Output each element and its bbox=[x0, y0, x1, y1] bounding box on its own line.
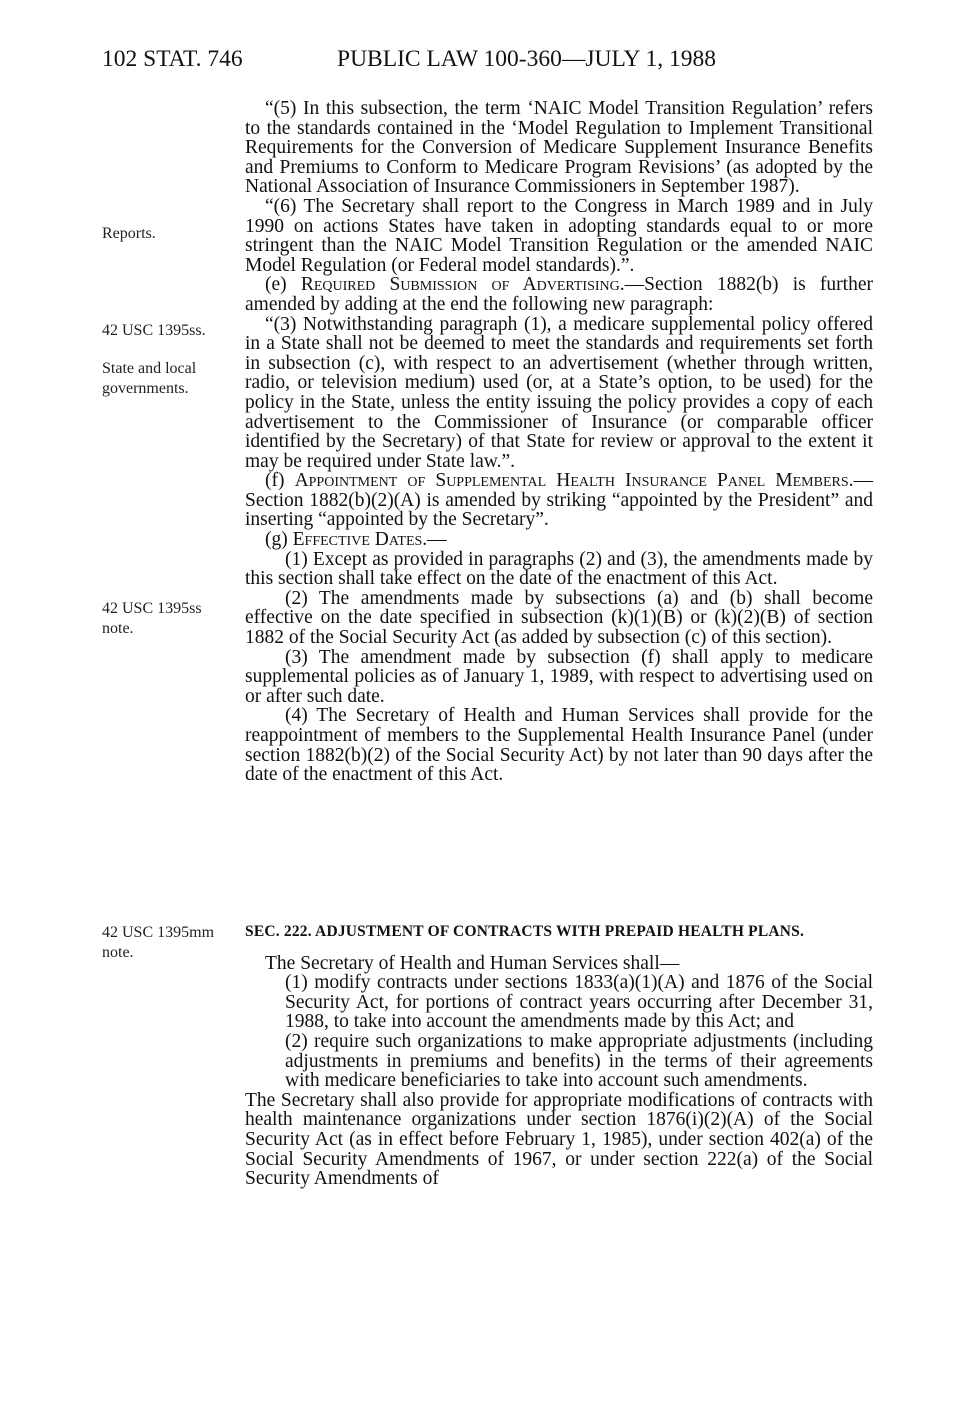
margin-note-usc-1395ss-note bbox=[102, 599, 202, 639]
paragraph-5: “(5) In this subsection, the term ‘NAIC Model Transition Regulation’ refers to the standards contained in the ‘Model Regulation to Implement Transitional Requirements for the Conversion of Medicare Supplement Insurance Benefits and Premiums to Conform to Medicare Program Revisions’ (as adopted by the National Association of Insurance Commissioners in September 1987). bbox=[245, 98, 873, 198]
main-text-column bbox=[245, 99, 873, 785]
margin-note-state-local bbox=[102, 359, 196, 399]
running-title: PUBLIC LAW 100-360—JULY 1, 1988 bbox=[337, 46, 716, 72]
margin-note-usc-1395mm-note bbox=[102, 923, 214, 963]
subsection-g bbox=[245, 530, 873, 550]
margin-note-line: note. bbox=[102, 620, 134, 637]
subsection-label: (e) bbox=[265, 274, 287, 296]
paragraph-6: “(6) The Secretary shall report to the Congress in March 1989 and in July 1990 on actions States have taken in adopting standards equal to or more stringent than the NAIC Model Transition Regulation or the amended NAIC Model Regulation (or Federal model standards).”. bbox=[245, 195, 873, 276]
paragraph-g3: (3) The amendment made by subsection (f) shall apply to medicare supplemental policies as of January 1, 1989, with respect to advertising used on or after such date. bbox=[245, 646, 873, 707]
page-reference: 102 STAT. 746 bbox=[102, 46, 243, 72]
margin-note-line: 42 USC 1395mm bbox=[102, 924, 215, 941]
section-222 bbox=[245, 922, 873, 1189]
paragraph-g4: (4) The Secretary of Health and Human Services shall provide for the reappointment of members to the Supplemental Health Insurance Panel (under section 1882(b)(2) of the Social Security Act) by not later than 90 days after the date of the enactment of this Act. bbox=[245, 705, 873, 786]
paragraph-g2: (2) The amendments made by subsections (a) and (b) shall become effective on the date specified in subsection (k)(1)(B) or (k)(2)(B) of section 1882 of the Social Security Act (as added by subsection (c) of this section). bbox=[245, 587, 873, 649]
subsection-heading: Effective Dates. bbox=[292, 529, 428, 551]
spacer bbox=[245, 942, 873, 954]
paragraph-g1: (1) Except as provided in paragraphs (2) and (3), the amendments made by this section shall take effect on the date of the enactment of this Act. bbox=[245, 548, 873, 590]
subsection-label: (f) bbox=[265, 470, 285, 492]
subsection-heading: Appointment of Supplemental Health Insurance Panel Members. bbox=[294, 470, 854, 492]
margin-note-line: note. bbox=[102, 944, 134, 961]
subsection-f bbox=[245, 471, 873, 530]
subsection-text: —Section 1882(b) is further amended by adding at the end the following new paragraph: bbox=[245, 274, 873, 315]
section-heading: SEC. 222. ADJUSTMENT OF CONTRACTS WITH PREPAID HEALTH PLANS. bbox=[245, 923, 805, 940]
subsection-dash: — bbox=[427, 529, 447, 551]
subsection-label: (g) bbox=[265, 529, 288, 551]
paragraph-3: “(3) Notwithstanding paragraph (1), a medicare supplemental policy offered in a State shall not be deemed to meet the standards and requirements set forth in subsection (c), with respect to an advertisement (whether through written, radio, or television medium) used (or, at a State’s option, to be used) for the policy in the State, unless the entity issuing the policy provides a copy of each advertisement to the Commissioner of Insurance (or comparable officer identified by the Secretary) of that State for review or approval to the extent it may be required under State law.”. bbox=[245, 313, 873, 472]
margin-note-line: State and local bbox=[102, 360, 197, 377]
subsection-heading: Required Submission of Advertising. bbox=[300, 274, 625, 296]
margin-note-usc-1395ss: 42 USC 1395ss. bbox=[102, 322, 206, 339]
margin-note-line: governments. bbox=[102, 380, 189, 397]
margin-note-reports: Reports. bbox=[102, 225, 156, 242]
subsection-e bbox=[245, 275, 873, 314]
section-intro: The Secretary of Health and Human Services shall— bbox=[265, 952, 680, 974]
clause-1: (1) modify contracts under sections 1833(a)(1)(A) and 1876 of the Social Security Act, for portions of contract years occurring after December 31, 1988, to take into account the amendments made by this Act; and bbox=[285, 972, 873, 1033]
clause-2: (2) require such organizations to make appropriate adjustments (including adjustments in premiums and benefits) in the terms of their agreements with medicare beneficiaries to take into account such amendments. bbox=[285, 1030, 873, 1092]
margin-note-line: 42 USC 1395ss bbox=[102, 600, 202, 617]
closing-paragraph: The Secretary shall also provide for appropriate modifications of contracts with health maintenance organizations under section 1876(i)(2)(A) of the Social Security Act (as in effect before February 1, 1985), under section 402(a) of the Social Security Amendments of 1967, or under section 222(a) of the Social Security Amendments of bbox=[245, 1089, 873, 1190]
subsection-text: —Section 1882(b)(2)(A) is amended by striking “appointed by the President” and inserting “appointed by the Secretary”. bbox=[245, 470, 873, 531]
